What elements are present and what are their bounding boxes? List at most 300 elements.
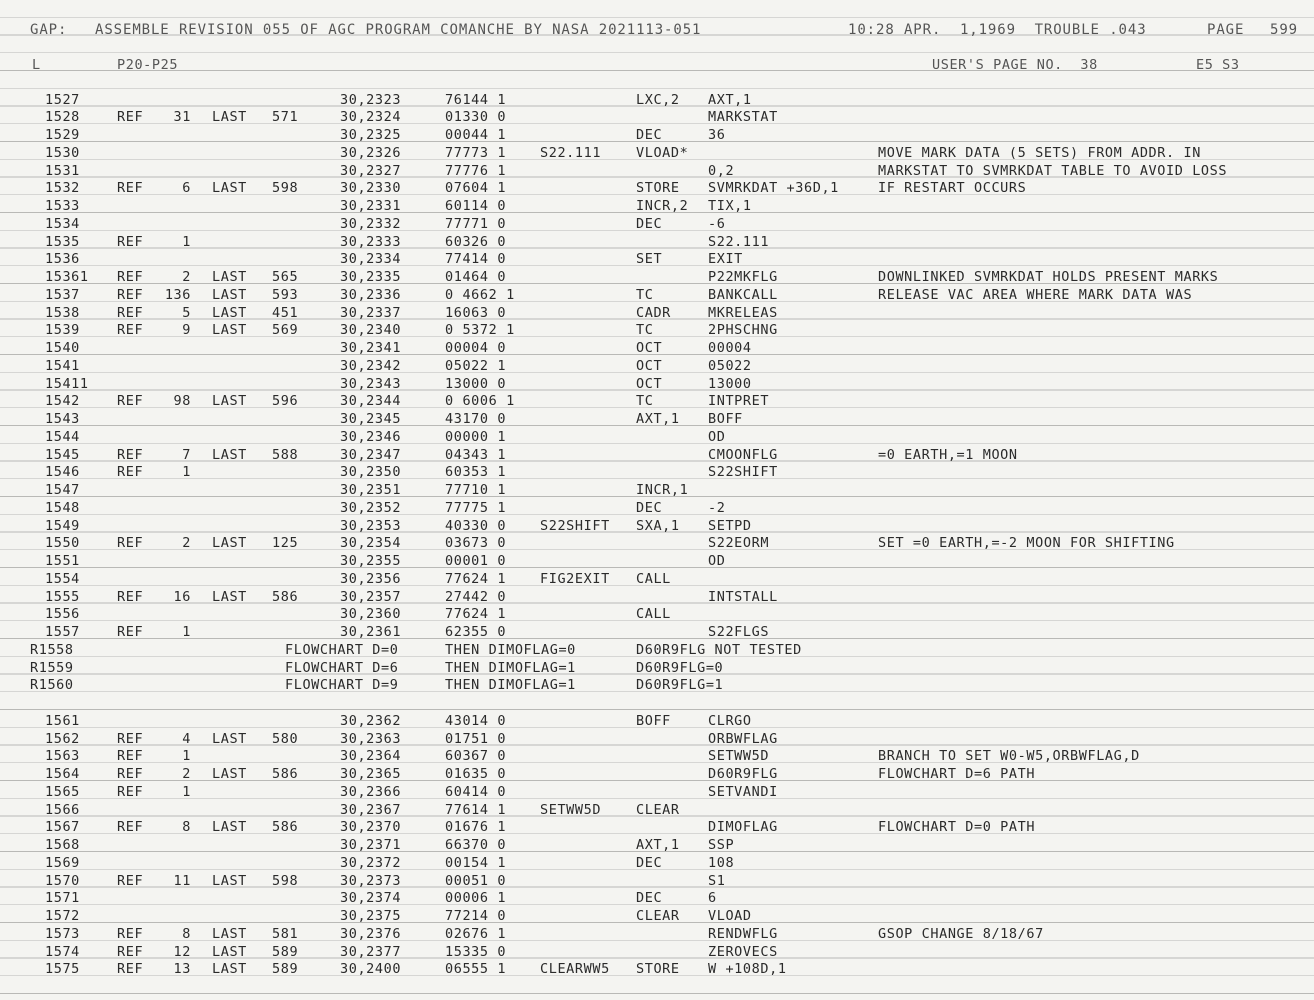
octal-code: 40330 0 bbox=[445, 517, 507, 534]
last-label: LAST bbox=[212, 446, 247, 463]
listing-subheader bbox=[0, 57, 1314, 75]
ref-label: REF bbox=[117, 322, 144, 339]
octal-code: 43170 0 bbox=[445, 411, 507, 427]
ref-label: REF bbox=[117, 588, 144, 605]
line-number: 1549 bbox=[45, 517, 80, 534]
octal-code: 77624 1 bbox=[445, 570, 507, 587]
line-number: 1545 bbox=[45, 446, 80, 463]
listing-row bbox=[0, 802, 1314, 820]
operand: -2 bbox=[708, 499, 726, 516]
last-line: 125 bbox=[272, 535, 299, 552]
address: 30,2365 bbox=[340, 766, 402, 782]
address: 30,2355 bbox=[340, 553, 402, 569]
listing-row bbox=[0, 571, 1314, 589]
ref-label: REF bbox=[117, 535, 144, 552]
comment: IF RESTART OCCURS bbox=[878, 180, 1027, 197]
listing-row bbox=[0, 535, 1314, 553]
address: 30,2344 bbox=[340, 393, 402, 410]
operand: SETPD bbox=[708, 517, 752, 534]
octal-code: 13000 0 bbox=[445, 375, 507, 392]
opcode: CLEAR bbox=[636, 908, 680, 924]
comment: MARKSTAT TO SVMRKDAT TABLE TO AVOID LOSS bbox=[878, 162, 1228, 179]
last-line: 589 bbox=[272, 943, 299, 960]
opcode: OCT bbox=[636, 375, 663, 392]
address: 30,2362 bbox=[340, 712, 402, 729]
line-number: 1533 bbox=[45, 198, 80, 214]
last-line: 586 bbox=[272, 588, 299, 605]
opcode: DEC bbox=[636, 499, 663, 516]
flowchart-then: THEN DIMOFLAG=0 bbox=[445, 641, 576, 658]
octal-code: 77624 1 bbox=[445, 606, 507, 623]
listing-row bbox=[0, 447, 1314, 465]
line-number: 1548 bbox=[45, 499, 80, 516]
listing-row bbox=[0, 180, 1314, 198]
ref-count: 9 bbox=[182, 322, 191, 339]
address: 30,2342 bbox=[340, 357, 402, 374]
address: 30,2353 bbox=[340, 517, 402, 534]
last-label: LAST bbox=[212, 286, 247, 303]
address: 30,2330 bbox=[340, 180, 402, 197]
last-label: LAST bbox=[212, 109, 247, 126]
octal-code: 60414 0 bbox=[445, 783, 507, 800]
listing-row bbox=[0, 890, 1314, 908]
ref-label: REF bbox=[117, 180, 144, 197]
octal-code: 04343 1 bbox=[445, 446, 507, 463]
listing-row bbox=[0, 358, 1314, 376]
ref-count: 1 bbox=[182, 748, 191, 765]
ref-label: REF bbox=[117, 783, 144, 800]
line-number: 1571 bbox=[45, 890, 80, 907]
last-label: LAST bbox=[212, 766, 247, 782]
listing-row bbox=[0, 784, 1314, 802]
symbol-label: S22.111 bbox=[540, 144, 602, 161]
last-line: 598 bbox=[272, 180, 299, 197]
listing-row bbox=[0, 837, 1314, 855]
line-number: 1544 bbox=[45, 428, 80, 445]
operand: P22MKFLG bbox=[708, 269, 778, 285]
opcode: CLEAR bbox=[636, 801, 680, 818]
opcode: AXT,1 bbox=[636, 411, 680, 427]
opcode: CALL bbox=[636, 570, 671, 587]
octal-code: 60326 0 bbox=[445, 233, 507, 250]
line-number: 1569 bbox=[45, 854, 80, 871]
address: 30,2370 bbox=[340, 819, 402, 836]
address: 30,2350 bbox=[340, 464, 402, 481]
run-timestamp: 10:28 APR. 1,1969 TROUBLE .043 bbox=[848, 22, 1147, 38]
operand: BOFF bbox=[708, 411, 743, 427]
last-line: 451 bbox=[272, 304, 299, 321]
address: 30,2337 bbox=[340, 304, 402, 321]
comment: SET =0 EARTH,=-2 MOON FOR SHIFTING bbox=[878, 535, 1175, 552]
opcode: TC bbox=[636, 286, 654, 303]
octal-code: 07604 1 bbox=[445, 180, 507, 197]
listing-row bbox=[0, 695, 1314, 713]
listing-row bbox=[0, 606, 1314, 624]
line-number: 1550 bbox=[45, 535, 80, 552]
flowchart-then: THEN DIMOFLAG=1 bbox=[445, 659, 576, 676]
operand: INTSTALL bbox=[708, 588, 778, 605]
flowchart-then: THEN DIMOFLAG=1 bbox=[445, 677, 576, 694]
opcode: CALL bbox=[636, 606, 671, 623]
symbol-label: SETWW5D bbox=[540, 801, 602, 818]
address: 30,2357 bbox=[340, 588, 402, 605]
line-number: 1565 bbox=[45, 783, 80, 800]
last-label: LAST bbox=[212, 180, 247, 197]
last-label: LAST bbox=[212, 961, 247, 978]
opcode: OCT bbox=[636, 340, 663, 356]
ref-label: REF bbox=[117, 624, 144, 640]
line-number: 1566 bbox=[45, 801, 80, 818]
ref-count: 8 bbox=[182, 925, 191, 942]
line-number: 1572 bbox=[45, 908, 80, 924]
operand: EXIT bbox=[708, 251, 743, 268]
address: 30,2354 bbox=[340, 535, 402, 552]
operand: CLRGO bbox=[708, 712, 752, 729]
octal-code: 77214 0 bbox=[445, 908, 507, 924]
listing-row bbox=[0, 713, 1314, 731]
opcode: SXA,1 bbox=[636, 517, 680, 534]
listing-row bbox=[0, 500, 1314, 518]
last-line: 581 bbox=[272, 925, 299, 942]
listing-row bbox=[0, 163, 1314, 181]
octal-code: 77776 1 bbox=[445, 162, 507, 179]
operand: 0,2 bbox=[708, 162, 735, 179]
octal-code: 00154 1 bbox=[445, 854, 507, 871]
opcode: SET bbox=[636, 251, 663, 268]
listing-row bbox=[0, 553, 1314, 571]
listing-row bbox=[0, 748, 1314, 766]
listing-row bbox=[0, 766, 1314, 784]
symbol-label: CLEARWW5 bbox=[540, 961, 610, 978]
sheet-code: E5 S3 bbox=[1196, 57, 1240, 73]
listing-row bbox=[0, 660, 1314, 678]
ref-label: REF bbox=[117, 233, 144, 250]
listing-row bbox=[0, 216, 1314, 234]
address: 30,2377 bbox=[340, 943, 402, 960]
operand: OD bbox=[708, 428, 726, 445]
octal-code: 16063 0 bbox=[445, 304, 507, 321]
opcode: DEC bbox=[636, 890, 663, 907]
operand: S22.111 bbox=[708, 233, 770, 250]
comment: FLOWCHART D=6 PATH bbox=[878, 766, 1036, 782]
address: 30,2371 bbox=[340, 837, 402, 853]
listing-row bbox=[0, 393, 1314, 411]
address: 30,2341 bbox=[340, 340, 402, 356]
line-number: 1531 bbox=[45, 162, 80, 179]
line-number: 1555 bbox=[45, 588, 80, 605]
octal-code: 00001 0 bbox=[445, 553, 507, 569]
octal-code: 15335 0 bbox=[445, 943, 507, 960]
last-label: LAST bbox=[212, 943, 247, 960]
octal-code: 77775 1 bbox=[445, 499, 507, 516]
operand: INTPRET bbox=[708, 393, 770, 410]
operand: CMOONFLG bbox=[708, 446, 778, 463]
operand: RENDWFLG bbox=[708, 925, 778, 942]
flowchart-result: D60R9FLG=1 bbox=[636, 677, 724, 694]
octal-code: 62355 0 bbox=[445, 624, 507, 640]
ref-label: REF bbox=[117, 269, 144, 285]
ref-count: 13 bbox=[173, 961, 191, 978]
operand: 00004 bbox=[708, 340, 752, 356]
line-number: R1559 bbox=[30, 659, 74, 676]
ref-label: REF bbox=[117, 925, 144, 942]
address: 30,2336 bbox=[340, 286, 402, 303]
flowchart-condition: FLOWCHART D=0 bbox=[285, 641, 399, 658]
operand: MARKSTAT bbox=[708, 109, 778, 126]
line-number: 1543 bbox=[45, 411, 80, 427]
address: 30,2367 bbox=[340, 801, 402, 818]
address: 30,2366 bbox=[340, 783, 402, 800]
ref-label: REF bbox=[117, 819, 144, 836]
operand: 13000 bbox=[708, 375, 752, 392]
listing-row bbox=[0, 944, 1314, 962]
opcode: DEC bbox=[636, 215, 663, 232]
listing-row bbox=[0, 287, 1314, 305]
address: 30,2324 bbox=[340, 109, 402, 126]
address: 30,2327 bbox=[340, 162, 402, 179]
operand: 36 bbox=[708, 127, 726, 143]
opcode: STORE bbox=[636, 961, 680, 978]
line-number: 1542 bbox=[45, 393, 80, 410]
operand: 108 bbox=[708, 854, 735, 871]
comment: GSOP CHANGE 8/18/67 bbox=[878, 925, 1044, 942]
ref-label: REF bbox=[117, 730, 144, 747]
octal-code: 0 4662 1 bbox=[445, 286, 515, 303]
ref-label: REF bbox=[117, 109, 144, 126]
last-line: 586 bbox=[272, 766, 299, 782]
operand: W +108D,1 bbox=[708, 961, 787, 978]
octal-code: 00004 0 bbox=[445, 340, 507, 356]
address: 30,2356 bbox=[340, 570, 402, 587]
operand: 05022 bbox=[708, 357, 752, 374]
last-label: LAST bbox=[212, 730, 247, 747]
operand: TIX,1 bbox=[708, 198, 752, 214]
operand: DIMOFLAG bbox=[708, 819, 778, 836]
octal-code: 60367 0 bbox=[445, 748, 507, 765]
last-line: 580 bbox=[272, 730, 299, 747]
flowchart-result: D60R9FLG=0 bbox=[636, 659, 724, 676]
opcode: CADR bbox=[636, 304, 671, 321]
listing-row bbox=[0, 429, 1314, 447]
octal-code: 01464 0 bbox=[445, 269, 507, 285]
line-number: 1530 bbox=[45, 144, 80, 161]
octal-code: 06555 1 bbox=[445, 961, 507, 978]
last-label: LAST bbox=[212, 872, 247, 889]
operand: VLOAD bbox=[708, 908, 752, 924]
address: 30,2347 bbox=[340, 446, 402, 463]
comment: MOVE MARK DATA (5 SETS) FROM ADDR. IN bbox=[878, 144, 1201, 161]
last-line: 588 bbox=[272, 446, 299, 463]
operand: S22FLGS bbox=[708, 624, 770, 640]
operand: SETWW5D bbox=[708, 748, 770, 765]
ref-count: 2 bbox=[182, 535, 191, 552]
operand: ZEROVECS bbox=[708, 943, 778, 960]
opcode: TC bbox=[636, 322, 654, 339]
listing-row bbox=[0, 642, 1314, 660]
listing-row bbox=[0, 198, 1314, 216]
octal-code: 76144 1 bbox=[445, 91, 507, 108]
ref-label: REF bbox=[117, 464, 144, 481]
listing-row bbox=[0, 269, 1314, 287]
line-number: 1561 bbox=[45, 712, 80, 729]
ref-label: REF bbox=[117, 446, 144, 463]
ref-label: REF bbox=[117, 872, 144, 889]
listing-header bbox=[0, 22, 1314, 40]
listing-row bbox=[0, 873, 1314, 891]
octal-code: 77414 0 bbox=[445, 251, 507, 268]
user-page-number: USER'S PAGE NO. 38 bbox=[932, 57, 1098, 73]
last-line: 571 bbox=[272, 109, 299, 126]
address: 30,2364 bbox=[340, 748, 402, 765]
listing-type: L bbox=[32, 57, 41, 73]
opcode: STORE bbox=[636, 180, 680, 197]
listing-row bbox=[0, 92, 1314, 110]
operand: SSP bbox=[708, 837, 735, 853]
address: 30,2335 bbox=[340, 269, 402, 285]
ref-count: 16 bbox=[173, 588, 191, 605]
opcode: TC bbox=[636, 393, 654, 410]
opcode: AXT,1 bbox=[636, 837, 680, 853]
address: 30,2363 bbox=[340, 730, 402, 747]
line-number: R1558 bbox=[30, 641, 74, 658]
opcode: VLOAD* bbox=[636, 144, 689, 161]
line-number: 1538 bbox=[45, 304, 80, 321]
last-line: 569 bbox=[272, 322, 299, 339]
line-number: 1563 bbox=[45, 748, 80, 765]
line-number: 1567 bbox=[45, 819, 80, 836]
line-number: 15411 bbox=[45, 375, 89, 392]
octal-code: 77773 1 bbox=[445, 144, 507, 161]
line-number: 1547 bbox=[45, 482, 80, 498]
ref-count: 6 bbox=[182, 180, 191, 197]
octal-code: 77614 1 bbox=[445, 801, 507, 818]
line-number: 1570 bbox=[45, 872, 80, 889]
operand: AXT,1 bbox=[708, 91, 752, 108]
ref-count: 2 bbox=[182, 269, 191, 285]
page-number: 599 bbox=[1270, 22, 1298, 38]
address: 30,2334 bbox=[340, 251, 402, 268]
section-name: P20-P25 bbox=[117, 57, 179, 73]
operand: OD bbox=[708, 553, 726, 569]
line-number: 1554 bbox=[45, 570, 80, 587]
last-label: LAST bbox=[212, 535, 247, 552]
ref-label: REF bbox=[117, 393, 144, 410]
address: 30,2343 bbox=[340, 375, 402, 392]
listing-row bbox=[0, 127, 1314, 145]
line-number: 1551 bbox=[45, 553, 80, 569]
octal-code: 00000 1 bbox=[445, 428, 507, 445]
operand: ORBWFLAG bbox=[708, 730, 778, 747]
octal-code: 60353 1 bbox=[445, 464, 507, 481]
last-line: 596 bbox=[272, 393, 299, 410]
operand: D60R9FLG bbox=[708, 766, 778, 782]
octal-code: 77710 1 bbox=[445, 482, 507, 498]
address: 30,2400 bbox=[340, 961, 402, 978]
address: 30,2333 bbox=[340, 233, 402, 250]
ref-label: REF bbox=[117, 961, 144, 978]
address: 30,2340 bbox=[340, 322, 402, 339]
flowchart-condition: FLOWCHART D=6 bbox=[285, 659, 399, 676]
operand: S22EORM bbox=[708, 535, 770, 552]
page-label: PAGE bbox=[1207, 22, 1245, 38]
listing-row bbox=[0, 322, 1314, 340]
octal-code: 05022 1 bbox=[445, 357, 507, 374]
operand: 6 bbox=[708, 890, 717, 907]
ref-count: 7 bbox=[182, 446, 191, 463]
octal-code: 00044 1 bbox=[445, 127, 507, 143]
octal-code: 66370 0 bbox=[445, 837, 507, 853]
ref-count: 2 bbox=[182, 766, 191, 782]
listing-row bbox=[0, 819, 1314, 837]
address: 30,2360 bbox=[340, 606, 402, 623]
line-number: 1528 bbox=[45, 109, 80, 126]
octal-code: 01676 1 bbox=[445, 819, 507, 836]
ref-count: 4 bbox=[182, 730, 191, 747]
listing-row bbox=[0, 305, 1314, 323]
address: 30,2373 bbox=[340, 872, 402, 889]
flowchart-condition: FLOWCHART D=9 bbox=[285, 677, 399, 694]
ref-count: 136 bbox=[164, 286, 191, 303]
listing-row bbox=[0, 589, 1314, 607]
ref-count: 5 bbox=[182, 304, 191, 321]
last-label: LAST bbox=[212, 588, 247, 605]
line-number: 1527 bbox=[45, 91, 80, 108]
last-line: 593 bbox=[272, 286, 299, 303]
comment: FLOWCHART D=0 PATH bbox=[878, 819, 1036, 836]
ref-count: 1 bbox=[182, 624, 191, 640]
last-line: 598 bbox=[272, 872, 299, 889]
listing-row bbox=[0, 145, 1314, 163]
listing-row bbox=[0, 411, 1314, 429]
ref-count: 1 bbox=[182, 464, 191, 481]
address: 30,2372 bbox=[340, 854, 402, 871]
comment: DOWNLINKED SVMRKDAT HOLDS PRESENT MARKS bbox=[878, 269, 1219, 285]
opcode: LXC,2 bbox=[636, 91, 680, 108]
operand: BANKCALL bbox=[708, 286, 778, 303]
octal-code: 0 5372 1 bbox=[445, 322, 515, 339]
line-number: 1574 bbox=[45, 943, 80, 960]
listing-row bbox=[0, 518, 1314, 536]
address: 30,2361 bbox=[340, 624, 402, 640]
listing-row bbox=[0, 340, 1314, 358]
ref-label: REF bbox=[117, 286, 144, 303]
listing-row bbox=[0, 908, 1314, 926]
line-number: 1541 bbox=[45, 357, 80, 374]
ref-count: 12 bbox=[173, 943, 191, 960]
ref-label: REF bbox=[117, 748, 144, 765]
listing-row bbox=[0, 624, 1314, 642]
gap-label: GAP: bbox=[30, 22, 68, 38]
line-number: 1537 bbox=[45, 286, 80, 303]
opcode: INCR,1 bbox=[636, 482, 689, 498]
ref-count: 11 bbox=[173, 872, 191, 889]
line-number: 1535 bbox=[45, 233, 80, 250]
line-number: R1560 bbox=[30, 677, 74, 694]
octal-code: 02676 1 bbox=[445, 925, 507, 942]
line-number: 1564 bbox=[45, 766, 80, 782]
ref-label: REF bbox=[117, 766, 144, 782]
address: 30,2346 bbox=[340, 428, 402, 445]
octal-code: 03673 0 bbox=[445, 535, 507, 552]
operand: S22SHIFT bbox=[708, 464, 778, 481]
octal-code: 60114 0 bbox=[445, 198, 507, 214]
comment: RELEASE VAC AREA WHERE MARK DATA WAS bbox=[878, 286, 1193, 303]
operand: -6 bbox=[708, 215, 726, 232]
last-label: LAST bbox=[212, 304, 247, 321]
line-number: 15361 bbox=[45, 269, 89, 285]
octal-code: 27442 0 bbox=[445, 588, 507, 605]
listing-row bbox=[0, 961, 1314, 979]
